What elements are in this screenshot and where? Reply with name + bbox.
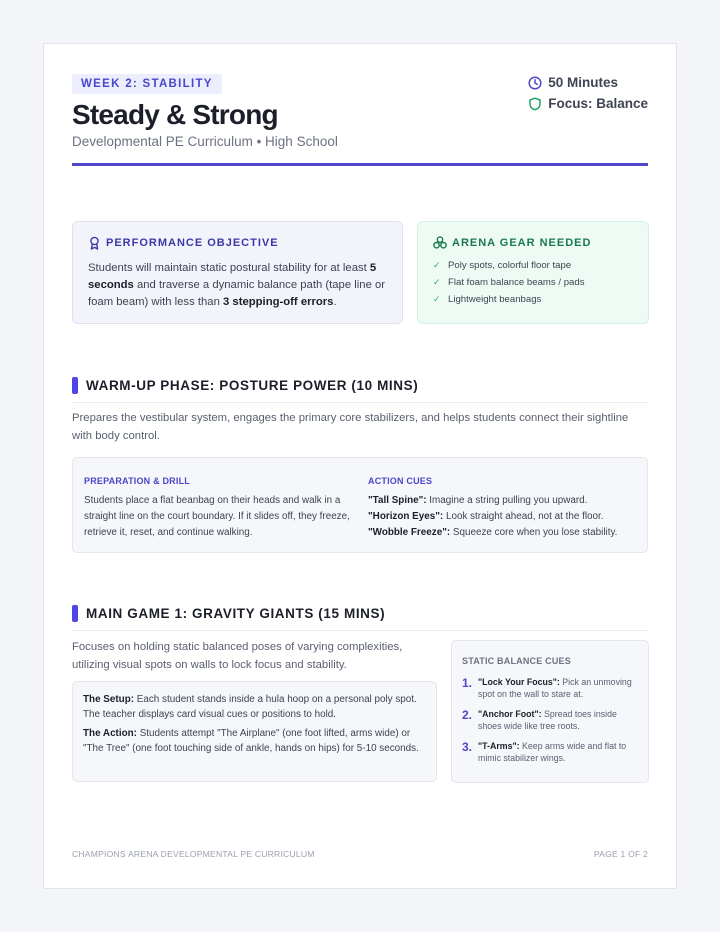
section-marker <box>72 377 78 394</box>
static-cues-box <box>451 640 649 783</box>
list-item: ✓ Lightweight beanbags <box>433 294 542 305</box>
focus-row <box>528 93 648 114</box>
gear-cluster-icon <box>433 236 447 249</box>
check-icon: ✓ <box>433 294 441 304</box>
main-game-description: Focuses on holding static balanced poses of varying complexities, utilizing visual spots on walls to lock focus and stability. <box>72 641 403 671</box>
list-item: ✓ Poly spots, colorful floor tape <box>433 260 572 271</box>
award-ribbon-icon <box>88 236 101 250</box>
action-cue: "Wobble Freeze": Squeeze core when you lose stability. <box>368 527 618 538</box>
header-divider <box>72 163 648 166</box>
gear-heading-text: ARENA GEAR NEEDED <box>452 236 592 249</box>
check-icon: ✓ <box>433 260 441 270</box>
list-item: 3. "T-Arms": Keep arms wide and flat to mimic stabilizer wings. <box>462 740 627 763</box>
list-item: 1. "Lock Your Focus": Pick an unmoving spot on the wall to stare at. <box>462 676 632 699</box>
lesson-meta <box>528 72 648 114</box>
cues-label: ACTION CUES <box>368 476 433 486</box>
setup-paragraph: The Setup: Each student stands inside a hula hoop on a personal poly spot. The teacher displays card visual cues or positions to hold. <box>83 694 417 721</box>
gear-list <box>433 257 633 308</box>
clock-icon <box>528 76 542 90</box>
action-cue: "Horizon Eyes": Look straight ahead, not at the floor. <box>368 511 604 522</box>
section-marker <box>72 605 78 622</box>
footer-title: CHAMPIONS ARENA DEVELOPMENTAL PE CURRICULUM <box>72 849 315 859</box>
prep-label: PREPARATION & DRILL <box>84 476 190 486</box>
warmup-description: Prepares the vestibular system, engages the primary core stabilizers, and helps students connect their sightline with body control. <box>72 412 629 442</box>
cues-column <box>368 476 638 541</box>
focus-text: Focus: Balance <box>548 96 648 111</box>
objective-heading <box>88 236 387 250</box>
week-badge: WEEK 2: STABILITY <box>72 74 222 94</box>
static-cues-label: STATIC BALANCE CUES <box>462 656 571 666</box>
list-item: ✓ Flat foam balance beams / pads <box>433 277 585 288</box>
list-item: 2. "Anchor Foot": Spread toes inside shoes wide like tree roots. <box>462 708 617 731</box>
setup-box <box>72 681 437 782</box>
action-cue: "Tall Spine": Imagine a string pulling you upward. <box>368 495 588 506</box>
section-divider <box>72 402 648 403</box>
main-game-section-heading <box>72 605 648 622</box>
shield-icon <box>528 97 542 111</box>
duration-row <box>528 72 648 93</box>
duration-text: 50 Minutes <box>548 75 618 90</box>
static-cues-list <box>462 677 638 764</box>
warmup-title: WARM-UP PHASE: POSTURE POWER (10 MINS) <box>86 378 419 393</box>
objective-text: Students will maintain static postural stability for at least 5 seconds and traverse a dynamic balance path (tape line or foam beam) with less than 3 stepping-off errors. <box>88 262 386 308</box>
gear-heading <box>433 236 633 249</box>
objective-card <box>72 221 403 324</box>
warmup-drill-box <box>72 457 648 553</box>
section-divider <box>72 630 648 631</box>
objective-heading-text: PERFORMANCE OBJECTIVE <box>106 237 279 249</box>
objective-errors: 3 stepping-off errors <box>223 296 334 308</box>
page-number: PAGE 1 OF 2 <box>593 849 648 859</box>
check-icon: ✓ <box>433 277 441 287</box>
action-paragraph: The Action: Students attempt "The Airplane" (one foot lifted, arms wide) or "The Tree" (one foot touching side of ankle, hands on hips) for 5-10 seconds. <box>83 727 419 754</box>
page-title: Steady & Strong <box>72 99 278 130</box>
prep-column <box>84 476 359 541</box>
page-subtitle: Developmental PE Curriculum • High School <box>72 134 338 149</box>
warmup-section-heading <box>72 377 648 394</box>
gear-card <box>417 221 649 324</box>
main-game-title: MAIN GAME 1: GRAVITY GIANTS (15 MINS) <box>86 606 386 621</box>
objective-duration: 5 seconds <box>88 262 377 291</box>
prep-text: Students place a flat beanbag on their heads and walk in a straight line on the court boundary. If it slides off, they freeze, retrieve it, reset, and continue walking. <box>84 495 350 538</box>
curriculum-page <box>43 43 677 889</box>
